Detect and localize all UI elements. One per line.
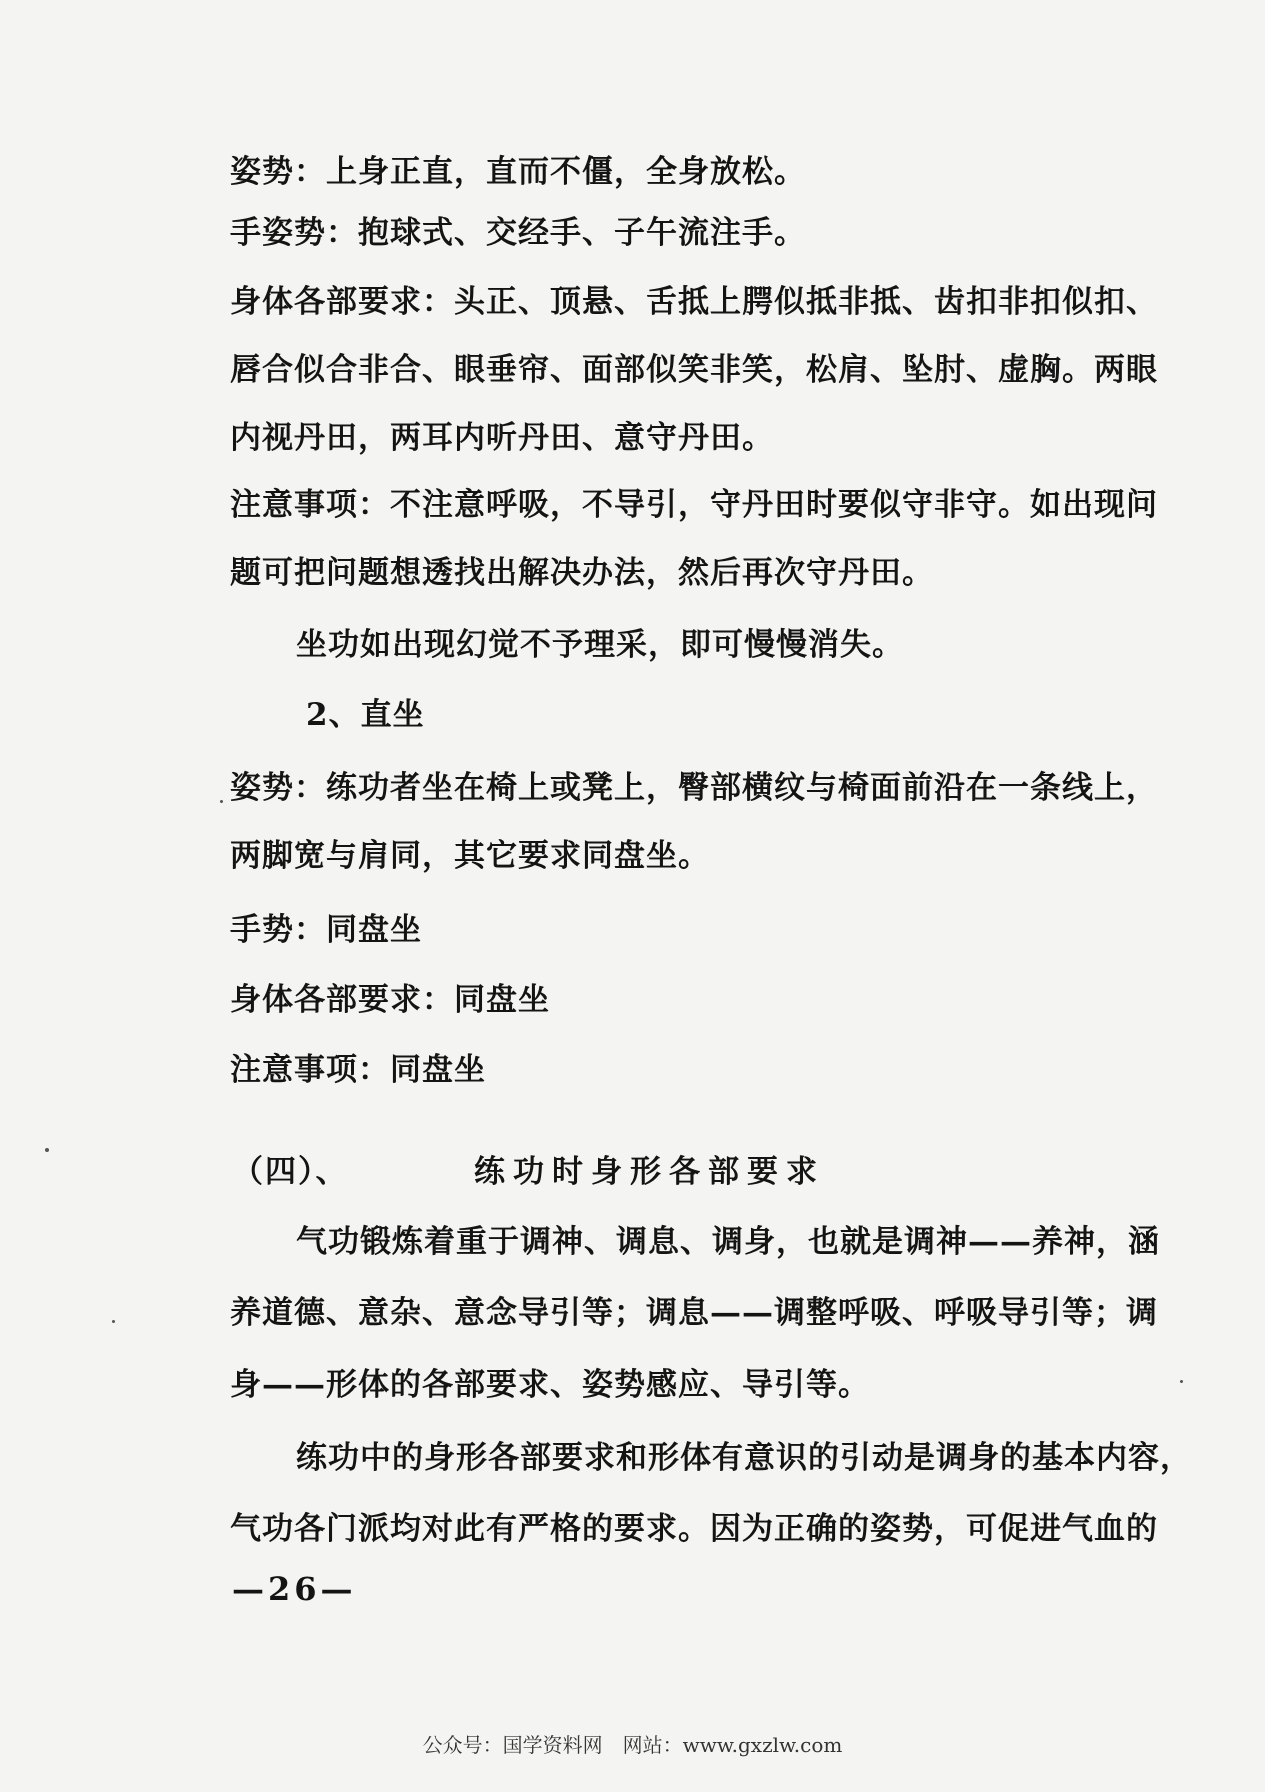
text-line: 气功锻炼着重于调神、调息、调身，也就是调神——养神，涵 <box>296 1224 1160 1260</box>
section-heading <box>232 1152 825 1192</box>
section-title: 练功时身形各部要求 <box>474 1154 825 1190</box>
text-line: 注意事项：同盘坐 <box>230 1052 486 1088</box>
text-line: 练功中的身形各部要求和形体有意识的引动是调身的基本内容， <box>296 1440 1192 1476</box>
text-line: 养道德、意杂、意念导引等；调息——调整呼吸、呼吸导引等；调 <box>230 1295 1158 1331</box>
text-line: 身体各部要求：同盘坐 <box>230 982 550 1018</box>
scan-speck <box>1180 1380 1183 1383</box>
text-line: 身体各部要求：头正、顶悬、舌抵上腭似抵非抵、齿扣非扣似扣、 <box>230 284 1158 320</box>
text-line: 题可把问题想透找出解决办法，然后再次守丹田。 <box>230 555 934 591</box>
text-line: 注意事项：不注意呼吸，不导引，守丹田时要似守非守。如出现问 <box>230 487 1158 523</box>
text-line: 内视丹田，两耳内听丹田、意守丹田。 <box>230 420 774 456</box>
scan-speck <box>112 1320 115 1323</box>
text-line: 气功各门派均对此有严格的要求。因为正确的姿势，可促进气血的 <box>230 1511 1158 1547</box>
text-line: 手势：同盘坐 <box>230 912 422 948</box>
text-line: 姿势：练功者坐在椅上或凳上，臀部横纹与椅面前沿在一条线上， <box>230 770 1158 806</box>
text-line: 两脚宽与肩同，其它要求同盘坐。 <box>230 838 710 874</box>
text-line: 身——形体的各部要求、姿势感应、导引等。 <box>230 1367 870 1403</box>
page-number: —26— <box>232 1570 357 1608</box>
text-line: 手姿势：抱球式、交经手、子午流注手。 <box>230 215 806 251</box>
text-line: 唇合似合非合、眼垂帘、面部似笑非笑，松肩、坠肘、虚胸。两眼 <box>230 352 1158 388</box>
subsection-heading: 2、直坐 <box>306 697 425 733</box>
scan-speck <box>220 800 223 803</box>
scan-speck <box>45 1148 49 1152</box>
footer-watermark: 公众号：国学资料网 网站：www.gxzlw.com <box>422 1733 843 1757</box>
section-number: （四）、 <box>232 1154 349 1190</box>
text-line: 坐功如出现幻觉不予理采，即可慢慢消失。 <box>296 627 904 663</box>
text-line: 姿势：上身正直，直而不僵，全身放松。 <box>230 154 806 190</box>
